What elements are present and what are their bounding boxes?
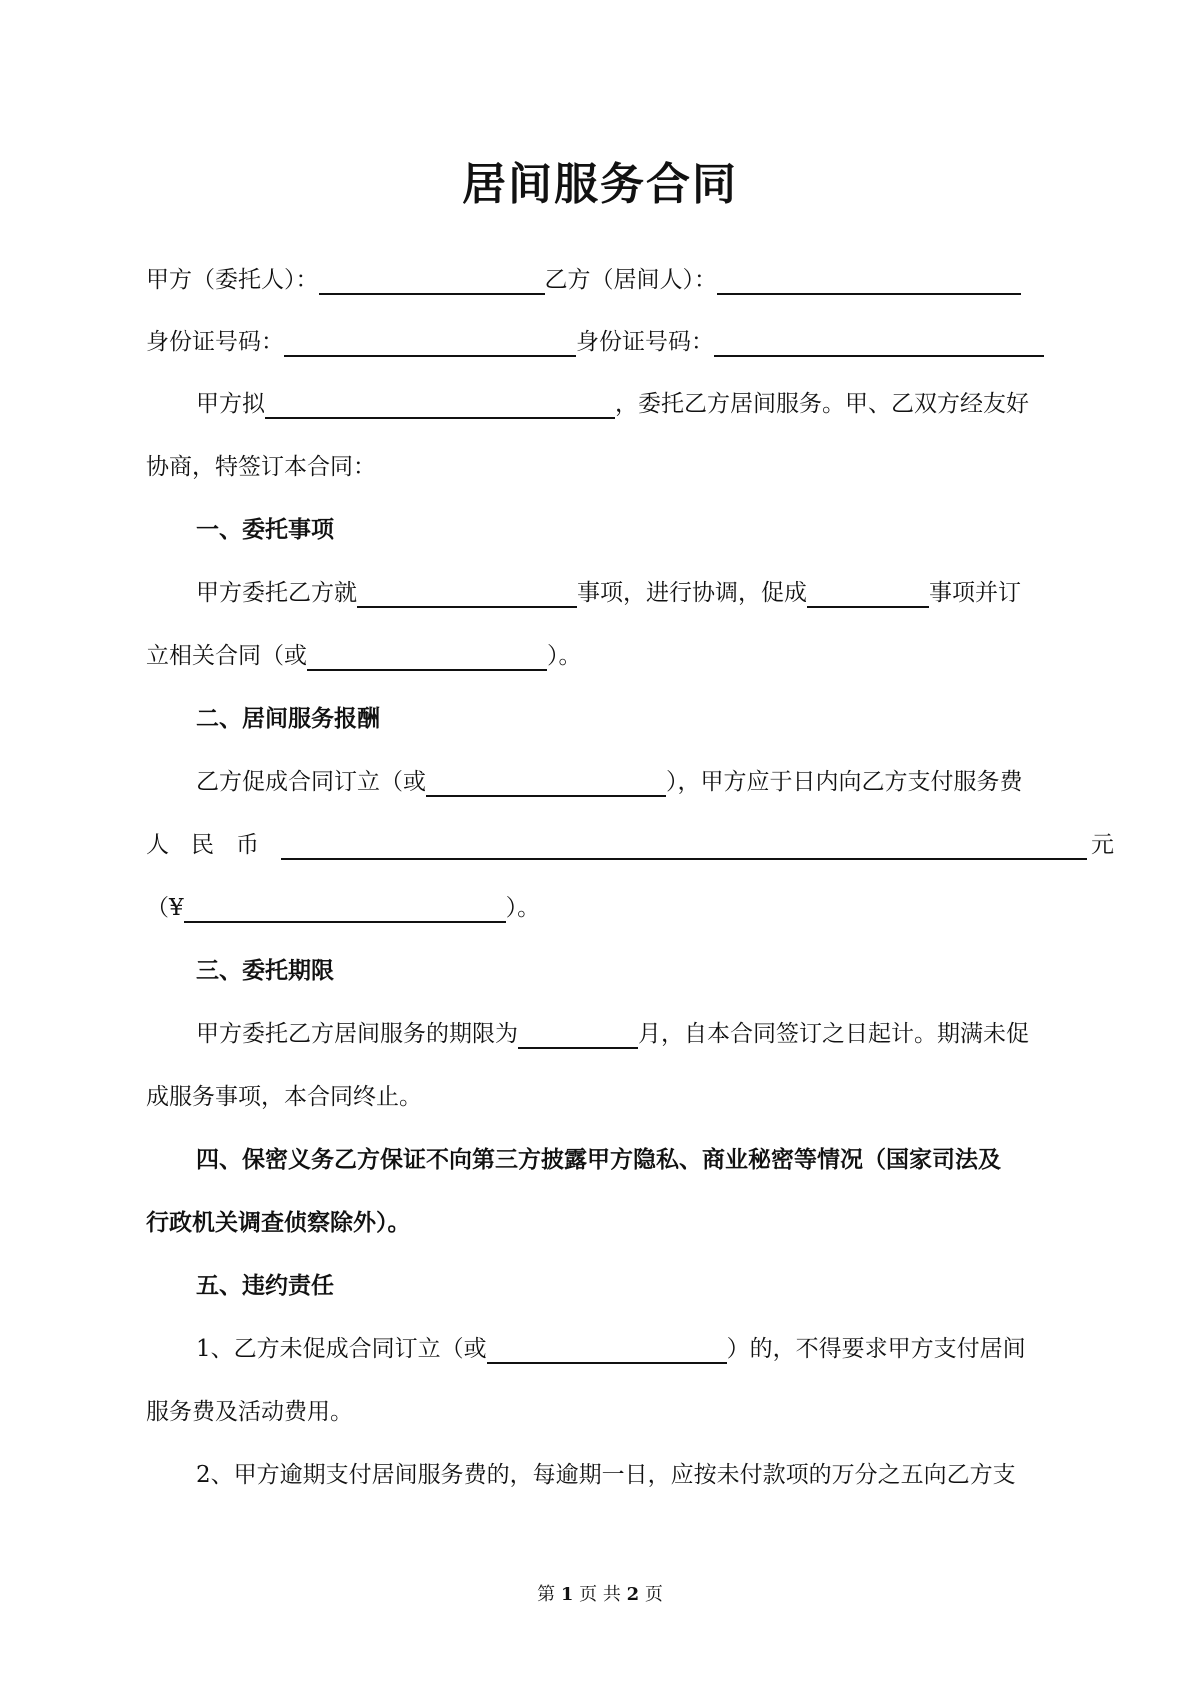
section-text: （¥ bbox=[146, 895, 184, 921]
intro-line-1 bbox=[146, 384, 1114, 424]
section-text: 甲方委托乙方就 bbox=[196, 580, 357, 606]
rmb-char: 币 bbox=[236, 832, 259, 858]
amount-figures-blank[interactable] bbox=[184, 893, 506, 923]
contract-alt-blank[interactable] bbox=[487, 1334, 727, 1364]
page-number: 1 bbox=[560, 1584, 574, 1605]
section-2-line-3 bbox=[146, 888, 1064, 928]
section-5-item-1 bbox=[146, 1329, 1114, 1369]
page-footer bbox=[0, 1580, 1200, 1606]
section-5-item-2: 2、甲方逾期支付居间服务费的，每逾期一日，应按未付款项的万分之五向乙方支 bbox=[196, 1462, 1016, 1488]
matter-blank[interactable] bbox=[357, 578, 577, 608]
section-1-line-2 bbox=[146, 636, 1064, 676]
section-text: 事项，进行协调，促成 bbox=[577, 580, 807, 606]
total-pages: 2 bbox=[626, 1584, 640, 1605]
section-1-line-1 bbox=[146, 573, 1114, 613]
id-line bbox=[146, 322, 1064, 362]
party-b-blank[interactable] bbox=[717, 265, 1021, 295]
section-3-line-1 bbox=[146, 1014, 1114, 1054]
section-1-heading: 一、委托事项 bbox=[196, 516, 334, 543]
rmb-char: 人 bbox=[146, 832, 169, 858]
term-months-blank[interactable] bbox=[518, 1019, 638, 1049]
section-4-line-1: 四、保密义务乙方保证不向第三方披露甲方隐私、商业秘密等情况（国家司法及 bbox=[196, 1146, 1001, 1173]
party-a-label: 甲方（委托人）： bbox=[146, 267, 319, 293]
section-2-line-1 bbox=[146, 762, 1114, 802]
footer-text: 页 bbox=[644, 1584, 663, 1605]
section-text: ），甲方应于日内向乙方支付服务费 bbox=[666, 769, 1023, 795]
section-text: 立相关合同（或 bbox=[146, 643, 307, 669]
footer-text: 页 共 bbox=[579, 1584, 621, 1605]
section-text: 1、乙方未促成合同订立（或 bbox=[196, 1336, 487, 1362]
purpose-blank[interactable] bbox=[265, 389, 615, 419]
section-4-line-2: 行政机关调查侦察除外）。 bbox=[146, 1209, 411, 1236]
id-b-label: 身份证号码： bbox=[576, 329, 714, 355]
contract-alt-blank[interactable] bbox=[307, 641, 547, 671]
id-a-blank[interactable] bbox=[284, 327, 576, 357]
document-title: 居间服务合同 bbox=[462, 159, 738, 210]
id-b-blank[interactable] bbox=[714, 327, 1044, 357]
section-text: 甲方委托乙方居间服务的期限为 bbox=[196, 1021, 518, 1047]
section-text: 月，自本合同签订之日起计。期满未促 bbox=[638, 1021, 1029, 1047]
section-3-line-2: 成服务事项，本合同终止。 bbox=[146, 1084, 422, 1110]
intro-line-2: 协商，特签订本合同： bbox=[146, 454, 376, 480]
section-5-item-1-cont: 服务费及活动费用。 bbox=[146, 1399, 353, 1425]
footer-text: 第 bbox=[537, 1584, 556, 1605]
section-2-heading: 二、居间服务报酬 bbox=[196, 705, 380, 732]
section-text: ）。 bbox=[547, 643, 582, 669]
party-a-blank[interactable] bbox=[319, 265, 545, 295]
parties-line bbox=[146, 260, 1064, 300]
section-2-line-2 bbox=[146, 825, 1114, 865]
section-3-heading: 三、委托期限 bbox=[196, 957, 334, 984]
yuan-unit: 元 bbox=[1091, 832, 1114, 858]
section-text: 事项并订 bbox=[929, 580, 1021, 606]
intro-text: ，委托乙方居间服务。甲、乙双方经友好 bbox=[615, 391, 1029, 417]
id-a-label: 身份证号码： bbox=[146, 329, 284, 355]
party-b-label: 乙方（居间人）： bbox=[544, 267, 717, 293]
section-text: ）的，不得要求甲方支付居间 bbox=[726, 1336, 1026, 1362]
rmb-char: 民 bbox=[191, 832, 214, 858]
contract-alt-blank[interactable] bbox=[426, 767, 666, 797]
section-text: ）。 bbox=[505, 895, 541, 921]
section-text: 乙方促成合同订立（或 bbox=[196, 769, 426, 795]
amount-words-blank[interactable] bbox=[281, 830, 1087, 860]
facilitate-blank[interactable] bbox=[807, 578, 929, 608]
intro-text: 甲方拟 bbox=[196, 391, 265, 417]
section-5-heading: 五、违约责任 bbox=[196, 1272, 334, 1299]
